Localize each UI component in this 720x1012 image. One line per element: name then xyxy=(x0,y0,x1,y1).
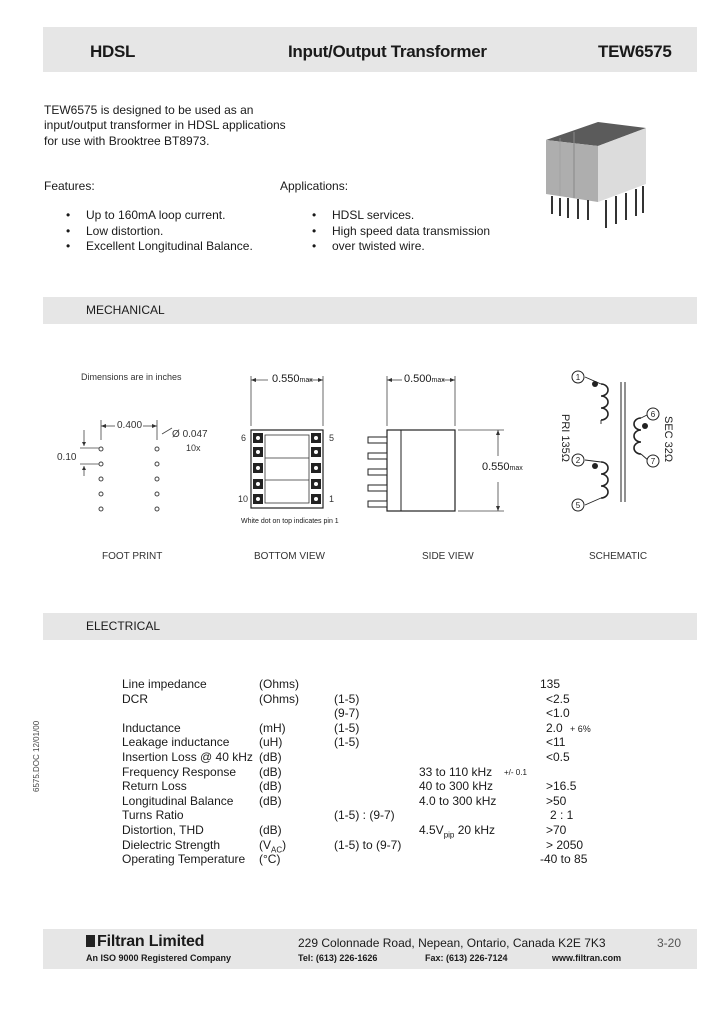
fp-hole-value: 0.047 xyxy=(182,429,208,440)
table-cell-value: <11 xyxy=(546,735,566,750)
table-cell-unit: (uH) xyxy=(259,735,283,750)
schematic-pin-7: 7 xyxy=(650,457,656,466)
sv-height-label xyxy=(482,461,523,473)
table-cell-value: 2.0 xyxy=(546,720,563,735)
pin-6-label: 6 xyxy=(241,433,247,443)
intro-text xyxy=(44,103,286,149)
caption-side-view: SIDE VIEW xyxy=(422,551,474,562)
electrical-title: ELECTRICAL xyxy=(86,619,161,633)
table-cell-param: Frequency Response xyxy=(122,764,237,779)
sv-width-sub: max xyxy=(431,377,445,384)
website: www.filtran.com xyxy=(552,953,622,963)
company-address: 229 Colonnade Road, Nepean, Ontario, Canada K2E 7K3 xyxy=(298,936,606,950)
fp-pitch-label: 0.400 xyxy=(117,420,143,431)
table-cell-param: Longitudinal Balance xyxy=(122,793,234,808)
table-cell-unit: (Ohms) xyxy=(259,691,299,706)
table-cell-param: Inductance xyxy=(122,720,181,735)
table-cell-cond-note: +/- 0.1 xyxy=(504,767,527,777)
table-cell-unit: (dB) xyxy=(259,793,282,808)
table-cell-value: <2.5 xyxy=(546,691,570,706)
table-cell-unit: (Ohms) xyxy=(259,677,299,691)
features-list xyxy=(66,208,253,255)
table-cell-cond: 4.0 to 300 kHz xyxy=(419,793,497,808)
list-item-continuation: over twisted wire. xyxy=(332,239,425,253)
table-cell-value: >70 xyxy=(546,823,567,837)
table-cell-value: 135 xyxy=(540,677,561,691)
table-cell-unit: (mH) xyxy=(259,720,286,735)
schematic-pri-label: PRI 135Ω xyxy=(559,414,571,462)
table-cell-unit: (dB) xyxy=(259,750,282,764)
list-item: • Excellent Longitudinal Balance. xyxy=(66,239,253,255)
table-cell-param: Dielectric Strength xyxy=(122,837,221,852)
applications-title: Applications: xyxy=(280,179,349,193)
header-left: HDSL xyxy=(90,42,136,61)
list-item: • HDSL services. xyxy=(312,208,490,224)
table-cell-value: > 2050 xyxy=(546,837,584,852)
caption-foot-print: FOOT PRINT xyxy=(102,551,163,562)
iso-note: An ISO 9000 Registered Company xyxy=(86,953,232,963)
table-cell-value-note: + 6% xyxy=(570,723,591,734)
table-cell-value: <0.5 xyxy=(546,750,570,764)
telephone: Tel: (613) 226-1626 xyxy=(298,953,378,963)
table-cell-pins: (1-5) to (9-7) xyxy=(334,837,402,852)
schematic-pin-5: 5 xyxy=(575,501,581,510)
filtran-logo-icon xyxy=(86,935,95,947)
header-center: Input/Output Transformer xyxy=(288,42,487,61)
list-item: • High speed data transmission xyxy=(312,224,490,240)
table-cell-unit: $(V_{AC})$ xyxy=(259,837,287,854)
caption-schematic: SCHEMATIC xyxy=(589,551,648,562)
mechanical-title: MECHANICAL xyxy=(86,303,165,317)
fp-row-label: 0.10 xyxy=(57,452,77,463)
schematic-pin-6: 6 xyxy=(650,410,656,419)
table-cell-unit: (dB) xyxy=(259,823,282,837)
intro-line-1: TEW6575 is designed to be used as an xyxy=(44,103,254,117)
pin-5-label: 5 xyxy=(329,433,335,443)
dimensions-note: Dimensions are in inches xyxy=(81,372,182,382)
bv-width-value: 0.550 xyxy=(272,373,300,385)
sv-height-sub: max xyxy=(509,465,523,472)
table-cell-value: <1.0 xyxy=(546,706,570,721)
table-cell-unit: (°C) xyxy=(259,852,281,867)
table-cell-unit: (dB) xyxy=(259,779,282,794)
table-cell-pins: (1-5) xyxy=(334,720,360,735)
schematic-pin-2: 2 xyxy=(575,456,581,465)
table-cell-param: Operating Temperature xyxy=(122,852,246,867)
sv-width-label xyxy=(404,373,445,385)
pin-10-label: 10 xyxy=(238,494,249,504)
pin-1-label: 1 xyxy=(329,494,335,504)
intro-line-3: for use with Brooktree BT8973. xyxy=(44,133,210,148)
table-cell-value: 2 : 1 xyxy=(550,808,574,823)
product-photo xyxy=(538,118,658,236)
table-cell-pins: (1-5) xyxy=(334,735,360,750)
bv-width-sub: max xyxy=(299,377,313,384)
list-item xyxy=(312,239,490,255)
features-title: Features: xyxy=(44,179,95,193)
applications-list xyxy=(312,208,490,255)
fax: Fax: (613) 226-7124 xyxy=(425,953,508,963)
list-item: • Low distortion. xyxy=(66,224,253,240)
company-logo xyxy=(86,933,204,951)
intro-line-2: input/output transformer in HDSL applications xyxy=(44,118,286,133)
sv-height-value: 0.550 xyxy=(482,461,510,473)
side-view-diagram xyxy=(362,370,522,520)
table-cell-param: Insertion Loss @ 40 kHz xyxy=(122,750,253,764)
header-right: TEW6575 xyxy=(598,42,672,61)
white-dot-note: White dot on top indicates pin 1 xyxy=(241,518,339,525)
table-cell-param: Leakage inductance xyxy=(122,735,230,750)
table-cell-pins: (1-5) : (9-7) xyxy=(334,808,395,823)
table-cell-param: Distortion, THD xyxy=(122,823,204,837)
table-cell-value: -40 to 85 xyxy=(540,852,588,867)
side-doc-note: 6575.DOC 12/01/00 xyxy=(32,720,41,792)
fp-hole-label xyxy=(172,429,208,440)
schematic-sec-label: SEC 32Ω xyxy=(662,416,674,463)
page-number: 3-20 xyxy=(657,936,682,950)
table-cell-param: Return Loss xyxy=(122,779,187,794)
company-name: Filtran Limited xyxy=(97,933,205,950)
sv-width-value: 0.500 xyxy=(404,373,432,385)
fp-hole-count: 10x xyxy=(186,443,201,453)
schematic-pin-1: 1 xyxy=(575,373,581,382)
table-cell-pins: (9-7) xyxy=(334,706,360,721)
table-cell-cond: $4.5V_{pip}$ 20 kHz xyxy=(419,823,496,840)
bv-width-label xyxy=(272,373,313,385)
table-cell-cond: 40 to 300 kHz xyxy=(419,779,494,794)
table-cell-value: >16.5 xyxy=(546,779,577,794)
table-cell-param: DCR xyxy=(122,691,148,706)
schematic-diagram xyxy=(545,362,685,522)
diameter-icon: Ø xyxy=(172,429,183,440)
table-cell-param: Turns Ratio xyxy=(122,808,184,823)
table-cell-unit: (dB) xyxy=(259,764,282,779)
table-cell-pins: (1-5) xyxy=(334,691,360,706)
list-item: • Up to 160mA loop current. xyxy=(66,208,253,224)
table-cell-param: Line impedance xyxy=(122,677,207,691)
table-cell-cond: 33 to 110 kHz xyxy=(419,764,493,779)
table-cell-value: >50 xyxy=(546,793,567,808)
caption-bottom-view: BOTTOM VIEW xyxy=(254,551,325,562)
